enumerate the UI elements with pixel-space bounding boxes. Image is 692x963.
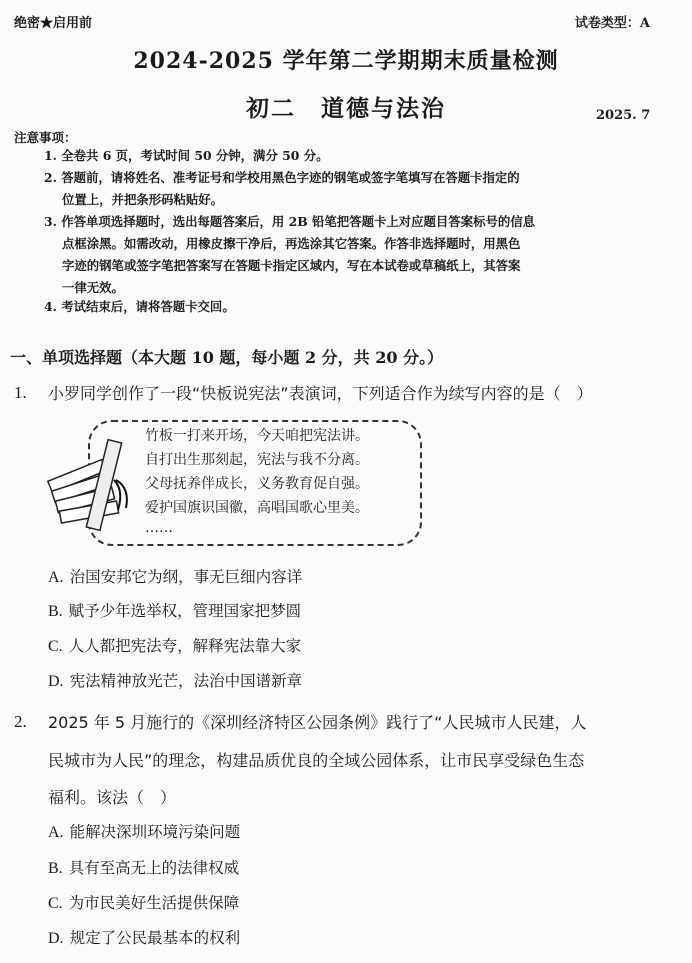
question-2-option-a[interactable]: A. 能解决深圳环境污染问题 [48, 823, 241, 841]
notice-line-3d: 一律无效。 [62, 280, 124, 295]
exam-subject: 初二 道德与法治 [246, 95, 446, 122]
question-2-option-c[interactable]: C. 为市民美好生活提供保障 [48, 894, 240, 912]
poem-line-3: 父母抚养伴成长，义务教育促自强。 [145, 476, 369, 492]
section-title: 一、单项选择题（本大题 10 题，每小题 2 分，共 20 分。） [10, 348, 444, 367]
notice-line-2: 2. 答题前，请将姓名、准考证号和学校用黑色字迹的钢笔或签字笔填写在答题卡指定的 [44, 170, 520, 185]
question-1-stem: 小罗同学创作了一段“快板说宪法”表演词，下列适合作为续写内容的是（ ） [48, 384, 593, 403]
notice-line-3: 3. 作答单项选择题时，选出每题答案后，用 2B 铅笔把答题卡上对应题目答案标号的信息 [44, 214, 536, 229]
poem-ellipsis: …… [145, 520, 173, 536]
secret-label: 绝密★启用前 [14, 16, 93, 31]
question-2-line-2: 民城市为人民”的理念，构建品质优良的全域公园体系，让市民享受绿色生态 [48, 751, 585, 770]
clapper-board-icon [42, 430, 142, 540]
notice-line-4: 4. 考试结束后，请将答题卡交回。 [44, 299, 235, 314]
question-1-option-b[interactable]: B. 赋予少年选举权，管理国家把梦圆 [48, 602, 302, 620]
poem-line-4: 爱护国旗识国徽，高唱国歌心里美。 [145, 500, 369, 516]
question-2-line-1: 2025 年 5 月施行的《深圳经济特区公园条例》践行了“人民城市人民建，人 [48, 713, 587, 732]
poem-line-1: 竹板一打来开场，今天咱把宪法讲。 [145, 428, 369, 444]
exam-date: 2025. 7 [596, 108, 651, 123]
notice-line-2b: 位置上，并把条形码粘贴好。 [62, 192, 224, 207]
question-1-option-d[interactable]: D. 宪法精神放光芒，法治中国谱新章 [48, 672, 303, 690]
paper-type-label: 试卷类型：A [574, 16, 650, 31]
notice-title: 注意事项： [14, 130, 77, 145]
poem-line-2: 自打出生那刻起，宪法与我不分离。 [145, 452, 369, 468]
notice-line-3c: 字迹的钢笔或签字笔把答案写在答题卡指定区域内，写在本试卷或草稿纸上，其答案 [62, 258, 521, 273]
question-1-number: 1. [14, 383, 27, 402]
question-1-option-a[interactable]: A. 治国安邦它为纲，事无巨细内容详 [48, 568, 303, 586]
question-1-option-c[interactable]: C. 人人都把宪法夸，解释宪法靠大家 [48, 637, 302, 655]
question-2-number: 2. [14, 712, 27, 731]
question-2-line-3: 福利。该法（ ） [48, 788, 177, 807]
notice-line-1: 1. 全卷共 6 页，考试时间 50 分钟，满分 50 分。 [44, 148, 329, 163]
question-2-option-b[interactable]: B. 具有至高无上的法律权威 [48, 859, 240, 877]
exam-title: 2024-2025 学年第二学期期末质量检测 [133, 48, 559, 74]
question-2-option-d[interactable]: D. 规定了公民最基本的权利 [48, 929, 241, 947]
notice-line-3b: 点框涂黑。如需改动，用橡皮擦干净后，再选涂其它答案。作答非选择题时，用黑色 [62, 236, 521, 251]
